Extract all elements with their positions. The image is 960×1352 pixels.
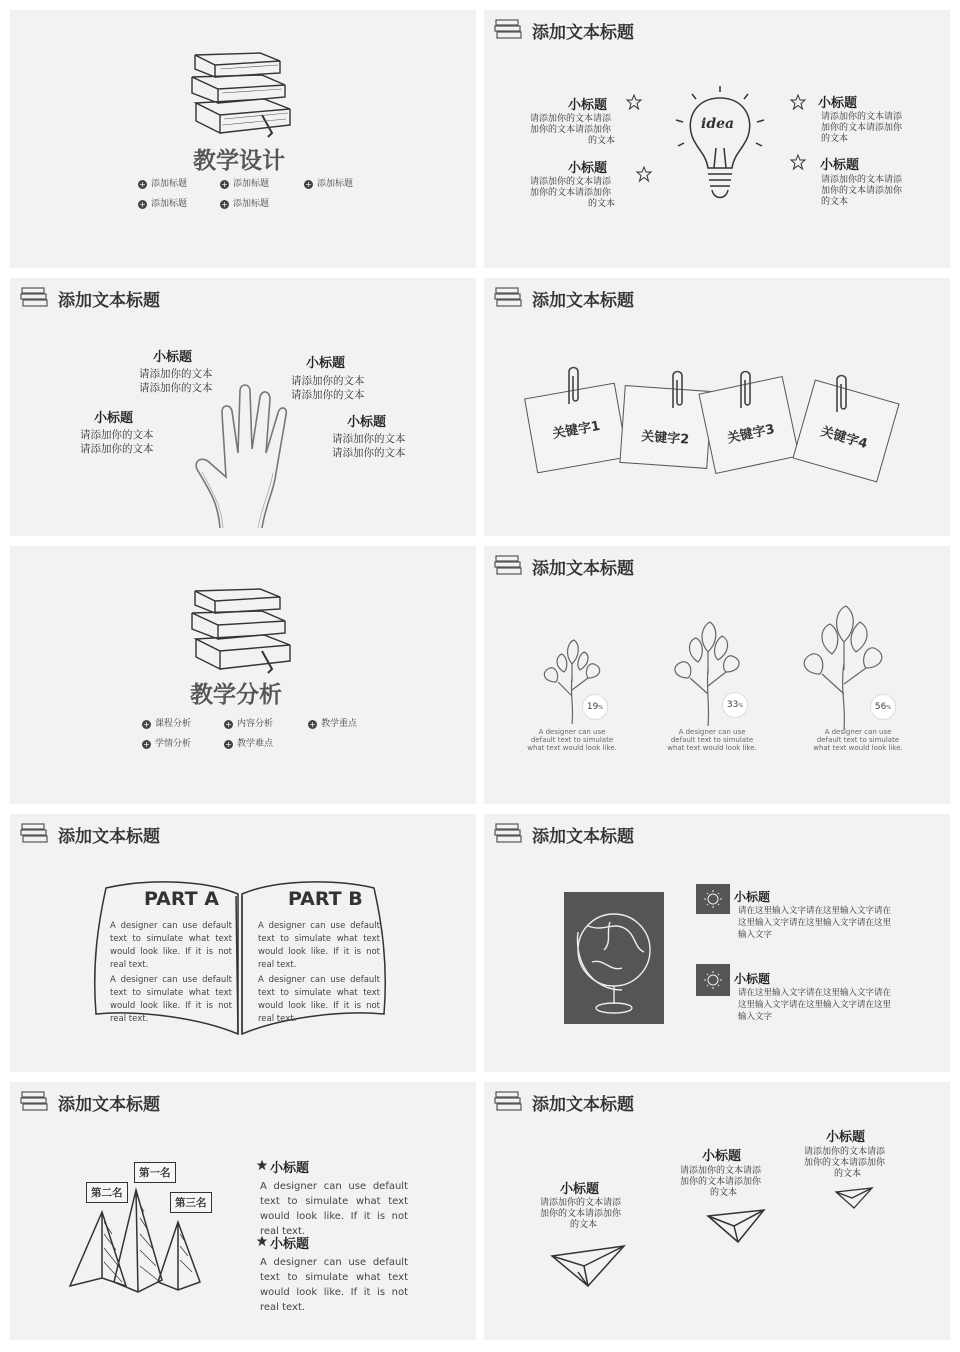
- body-line: 加你的文本请添加你: [821, 123, 903, 133]
- plus-icon: +: [309, 720, 316, 729]
- item-text: A designer can use default text to simulate what text would look like. If it is not real text.: [260, 1181, 408, 1237]
- caption-line: A designer can use: [824, 728, 892, 736]
- body-line: 请添加你的文本请添: [821, 175, 903, 185]
- caption-line: A designer can use: [538, 728, 606, 736]
- caption-line: what text would look like.: [667, 744, 757, 752]
- slide-7-book: [10, 814, 476, 1072]
- star-icon: [626, 94, 642, 110]
- body-line: 的文本: [570, 1220, 598, 1230]
- body-line: 的文本: [588, 136, 616, 146]
- subtitle: 小标题: [826, 1130, 866, 1145]
- subtitle: 小标题: [820, 158, 860, 173]
- slide-3-hand: [10, 278, 476, 536]
- body-line: 的文本: [821, 197, 849, 207]
- part-paragraph: A designer can use default text to simulate what text would look like. If it is not real text.: [258, 921, 380, 970]
- books-icon: [494, 554, 524, 576]
- part-paragraph: A designer can use default text to simulate what text would look like. If it is not real text.: [110, 975, 232, 1024]
- menu-item[interactable]: [304, 176, 353, 189]
- percent-value: 56: [874, 702, 887, 712]
- paperclip-icon: [668, 368, 686, 412]
- caption-line: what text would look like.: [527, 744, 617, 752]
- caption-line: A designer can use: [678, 728, 746, 736]
- body-line: 请添加你的文本: [291, 389, 365, 401]
- caption-line: default text to simulate: [670, 736, 754, 744]
- paper-plane-icon: [834, 1186, 874, 1210]
- body-line: 加你的文本请添加你: [821, 186, 903, 196]
- percent-unit: %: [886, 705, 892, 711]
- paper-plane-icon: [548, 1242, 628, 1292]
- body-line: 请添加你的文本请添: [804, 1147, 886, 1157]
- plus-icon: +: [139, 180, 146, 189]
- slide-header-title: 添加文本标题: [58, 827, 160, 847]
- body-line: 请添加你的文本请添: [821, 112, 903, 122]
- menu-item[interactable]: [138, 196, 187, 209]
- books-icon: [20, 822, 50, 844]
- star-icon: [790, 154, 806, 170]
- plus-icon: +: [225, 740, 232, 749]
- books-icon: [190, 45, 300, 140]
- tree-caption: [522, 728, 622, 752]
- rank-flag: [134, 1162, 176, 1183]
- percent-value: 19: [586, 702, 599, 712]
- body-line: 请添加你的文本请添: [530, 114, 612, 124]
- star-icon: [256, 1159, 268, 1171]
- subtitle: 小标题: [568, 161, 608, 176]
- body-line: 请添加你的文本: [332, 433, 406, 445]
- body-line: 这里输入文字请在这里输入文字请在这里: [738, 1000, 892, 1010]
- subtitle: 小标题: [94, 411, 134, 426]
- rank-label: 第三名: [175, 1197, 207, 1209]
- body-line: 加你的文本请添加你: [680, 1177, 762, 1187]
- plus-icon: +: [221, 200, 228, 209]
- star-icon: [790, 94, 806, 110]
- body-line: 的文本: [821, 134, 849, 144]
- keyword-label: 关键字1: [551, 418, 602, 443]
- menu-item[interactable]: [142, 716, 191, 729]
- subtitle: 小标题: [702, 1149, 742, 1164]
- menu-item[interactable]: [138, 176, 187, 189]
- books-icon: [20, 286, 50, 308]
- slide-9-ranking: [10, 1082, 476, 1340]
- slide-8-globe: [484, 814, 950, 1072]
- menu-item[interactable]: [220, 196, 269, 209]
- slide-10-paper-planes: [484, 1082, 950, 1340]
- globe-icon: [564, 892, 664, 1024]
- bulb-word: idea: [701, 116, 735, 132]
- subtitle: 小标题: [270, 1237, 310, 1252]
- books-icon: [20, 1090, 50, 1112]
- item-text: A designer can use default text to simulate what text would look like. If it is not real text.: [260, 1257, 408, 1313]
- percent-badge: [582, 694, 608, 720]
- slide-header-title: 添加文本标题: [58, 1095, 160, 1115]
- rank-label: 第二名: [91, 1187, 123, 1199]
- slide-4-keywords: [484, 278, 950, 536]
- sun-icon: [696, 884, 730, 914]
- sun-icon: [696, 964, 730, 996]
- menu-item[interactable]: [220, 176, 269, 189]
- tree-caption: [808, 728, 908, 752]
- body-line: 输入文字: [738, 1012, 773, 1022]
- body-line: 请添加你的文本: [80, 429, 154, 441]
- rank-label: 第一名: [139, 1167, 171, 1179]
- menu-item[interactable]: [224, 736, 273, 749]
- globe-panel: [564, 892, 664, 1024]
- slide-header-title: 添加文本标题: [532, 1095, 634, 1115]
- menu-label: 课程分析: [155, 719, 192, 729]
- menu-label: 添加标题: [317, 179, 354, 189]
- body-line: 加你的文本请添加你: [540, 1209, 622, 1219]
- plus-icon: +: [225, 720, 232, 729]
- body-line: 输入文字: [738, 930, 773, 940]
- percent-badge: [870, 694, 896, 720]
- slide-6-trees: [484, 546, 950, 804]
- caption-line: default text to simulate: [530, 736, 614, 744]
- menu-label: 添加标题: [151, 199, 188, 209]
- body-line: 请添加你的文本请添: [680, 1166, 762, 1176]
- body-line: 请添加你的文本: [139, 382, 213, 394]
- books-icon: [190, 581, 300, 676]
- slide-header-title: 添加文本标题: [532, 23, 634, 43]
- body-line: 请添加你的文本请添: [540, 1198, 622, 1208]
- plus-icon: +: [305, 180, 312, 189]
- paperclip-icon: [736, 368, 754, 412]
- body-line: 请添加你的文本: [139, 368, 213, 380]
- part-paragraph: A designer can use default text to simulate what text would look like. If it is not real text.: [258, 975, 380, 1024]
- menu-label: 教学重点: [321, 719, 358, 729]
- books-icon: [494, 822, 524, 844]
- keyword-label: 关键字2: [640, 429, 690, 448]
- plus-icon: +: [143, 720, 150, 729]
- plus-icon: +: [139, 200, 146, 209]
- tree-caption: [662, 728, 762, 752]
- subtitle: 小标题: [734, 890, 771, 904]
- menu-label: 教学难点: [237, 739, 274, 749]
- slide-title: 教学分析: [190, 682, 282, 708]
- star-icon: [636, 166, 652, 182]
- slide-header-title: 添加文本标题: [532, 827, 634, 847]
- body-line: 的文本: [710, 1188, 738, 1198]
- body-line: 请在这里输入文字请在这里输入文字请在: [738, 906, 892, 916]
- menu-item[interactable]: [224, 716, 273, 729]
- slide-header-title: 添加文本标题: [58, 291, 160, 311]
- body-line: 的文本: [834, 1169, 862, 1179]
- subtitle: 小标题: [568, 98, 608, 113]
- menu-label: 添加标题: [233, 199, 270, 209]
- body-line: 请添加你的文本: [332, 447, 406, 459]
- menu-label: 学情分析: [155, 739, 192, 749]
- paperclip-icon: [564, 364, 582, 408]
- rank-flag: [86, 1182, 128, 1203]
- rank-flag: [170, 1192, 212, 1213]
- subtitle: 小标题: [560, 1182, 600, 1197]
- body-line: 的文本: [588, 199, 616, 209]
- part-title: PART B: [288, 888, 363, 910]
- menu-label: 内容分析: [237, 719, 274, 729]
- books-icon: [494, 18, 524, 40]
- percent-unit: %: [598, 705, 604, 711]
- slide-2-idea: [484, 10, 950, 268]
- subtitle: 小标题: [734, 972, 771, 986]
- menu-item[interactable]: [308, 716, 357, 729]
- percent-badge: [722, 692, 748, 718]
- books-icon: [494, 1090, 524, 1112]
- body-line: 加你的文本请添加你: [530, 125, 612, 135]
- body-line: 请添加你的文本: [291, 375, 365, 387]
- body-line: 加你的文本请添加你: [530, 188, 612, 198]
- subtitle: 小标题: [306, 356, 346, 371]
- sun-icon-box: [696, 884, 730, 914]
- keyword-label: 关键字3: [725, 421, 777, 447]
- plus-icon: +: [221, 180, 228, 189]
- hand-icon: [190, 373, 310, 528]
- sun-icon-box: [696, 964, 730, 996]
- caption-line: default text to simulate: [816, 736, 900, 744]
- subtitle: 小标题: [347, 415, 387, 430]
- body-line: 这里输入文字请在这里输入文字请在这里: [738, 918, 892, 928]
- menu-item[interactable]: [142, 736, 191, 749]
- subtitle: 小标题: [270, 1161, 310, 1176]
- plus-icon: +: [143, 740, 150, 749]
- caption-line: what text would look like.: [813, 744, 903, 752]
- paperclip-icon: [832, 372, 850, 416]
- slide-5-teaching-analysis: [10, 546, 476, 804]
- slide-title: 教学设计: [193, 148, 285, 174]
- part-title: PART A: [144, 888, 219, 910]
- star-icon: [256, 1235, 268, 1247]
- body-line: 加你的文本请添加你: [804, 1158, 886, 1168]
- books-icon: [494, 286, 524, 308]
- slide-1-teaching-design: [10, 10, 476, 268]
- percent-value: 33: [726, 700, 739, 710]
- slide-header-title: 添加文本标题: [532, 291, 634, 311]
- part-paragraph: A designer can use default text to simulate what text would look like. If it is not real text.: [110, 921, 232, 970]
- body-line: 请在这里输入文字请在这里输入文字请在: [738, 988, 892, 998]
- body-line: 请添加你的文本请添: [530, 177, 612, 187]
- body-line: 请添加你的文本: [80, 443, 154, 455]
- menu-label: 添加标题: [233, 179, 270, 189]
- subtitle: 小标题: [153, 350, 193, 365]
- lightbulb-icon: [670, 84, 770, 212]
- paper-plane-icon: [704, 1206, 768, 1246]
- percent-unit: %: [738, 703, 744, 709]
- menu-label: 添加标题: [151, 179, 188, 189]
- slide-header-title: 添加文本标题: [532, 559, 634, 579]
- keyword-label: 关键字4: [818, 424, 870, 453]
- subtitle: 小标题: [818, 96, 858, 111]
